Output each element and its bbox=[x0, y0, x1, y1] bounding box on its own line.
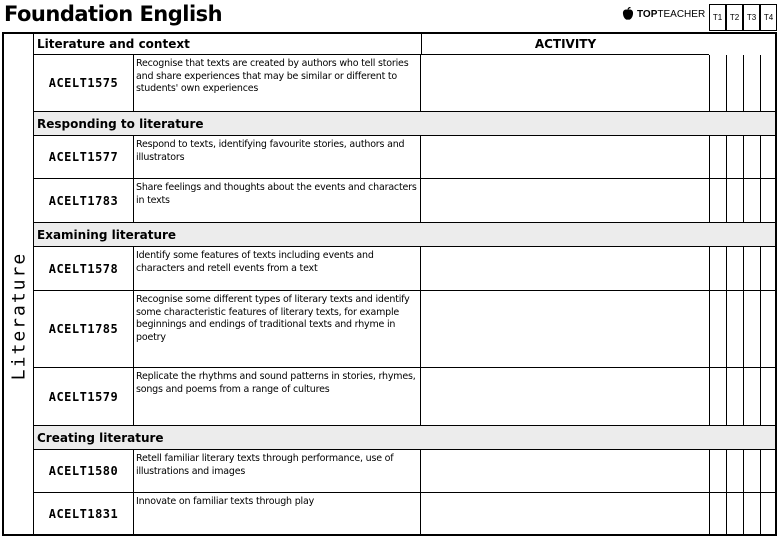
term-2-checkbox[interactable] bbox=[726, 291, 743, 367]
content-code: ACELT1580 bbox=[34, 450, 134, 492]
term-4-checkbox[interactable] bbox=[760, 136, 775, 178]
term-1-checkbox[interactable] bbox=[709, 247, 726, 290]
term-1-checkbox[interactable] bbox=[709, 493, 726, 534]
term-3-checkbox[interactable] bbox=[743, 55, 760, 111]
term-2-checkbox[interactable] bbox=[726, 368, 743, 425]
term-1-checkbox[interactable] bbox=[709, 291, 726, 367]
activity-cell[interactable] bbox=[421, 450, 709, 492]
activity-cell[interactable] bbox=[421, 368, 709, 425]
page-title: Foundation English bbox=[4, 2, 223, 26]
content-description: Recognise that texts are created by authors who tell stories and share experiences that may be similar or different to students' own experiences bbox=[134, 55, 421, 111]
term-4-checkbox[interactable] bbox=[760, 247, 775, 290]
term-4-checkbox[interactable] bbox=[760, 291, 775, 367]
table-row bbox=[34, 179, 775, 223]
strand-label: Literature bbox=[8, 251, 30, 381]
term-header-4: T4 bbox=[760, 4, 777, 31]
term-header-3: T3 bbox=[743, 4, 760, 31]
brand-top: TOP bbox=[637, 8, 658, 20]
term-2-checkbox[interactable] bbox=[726, 55, 743, 111]
strand-column bbox=[2, 32, 34, 536]
term-3-checkbox[interactable] bbox=[743, 291, 760, 367]
table-row bbox=[34, 291, 775, 368]
term-2-checkbox[interactable] bbox=[726, 247, 743, 290]
activity-cell[interactable] bbox=[421, 136, 709, 178]
term-4-checkbox[interactable] bbox=[760, 368, 775, 425]
content-code: ACELT1579 bbox=[34, 368, 134, 425]
term-4-checkbox[interactable] bbox=[760, 55, 775, 111]
section-creating-literature: Creating literature bbox=[34, 426, 775, 450]
term-4-checkbox[interactable] bbox=[760, 493, 775, 534]
term-header-2: T2 bbox=[726, 4, 743, 31]
content-description: Innovate on familiar texts through play bbox=[134, 493, 421, 534]
content-description: Recognise some different types of literary texts and identify some characteristic features of literary texts, for example beginnings and endings of traditional texts and rhyme in poetry bbox=[134, 291, 421, 367]
table-row bbox=[34, 136, 775, 179]
term-2-checkbox[interactable] bbox=[726, 179, 743, 222]
content-description: Identify some features of texts including events and characters and retell events from a text bbox=[134, 247, 421, 290]
activity-cell[interactable] bbox=[421, 493, 709, 534]
term-3-checkbox[interactable] bbox=[743, 136, 760, 178]
term-3-checkbox[interactable] bbox=[743, 493, 760, 534]
activity-cell[interactable] bbox=[421, 291, 709, 367]
term-3-checkbox[interactable] bbox=[743, 368, 760, 425]
content-code: ACELT1578 bbox=[34, 247, 134, 290]
term-1-checkbox[interactable] bbox=[709, 450, 726, 492]
table-row bbox=[34, 493, 775, 534]
content-code: ACELT1783 bbox=[34, 179, 134, 222]
term-2-checkbox[interactable] bbox=[726, 136, 743, 178]
content-description: Respond to texts, identifying favourite stories, authors and illustrators bbox=[134, 136, 421, 178]
brand-teacher: TEACHER bbox=[657, 8, 706, 20]
content-code: ACELT1577 bbox=[34, 136, 134, 178]
activity-cell[interactable] bbox=[421, 55, 709, 111]
term-4-checkbox[interactable] bbox=[760, 450, 775, 492]
content-code: ACELT1575 bbox=[34, 55, 134, 111]
content-code: ACELT1785 bbox=[34, 291, 134, 367]
activity-cell[interactable] bbox=[421, 179, 709, 222]
term-1-checkbox[interactable] bbox=[709, 55, 726, 111]
term-3-checkbox[interactable] bbox=[743, 450, 760, 492]
term-2-checkbox[interactable] bbox=[726, 450, 743, 492]
term-1-checkbox[interactable] bbox=[709, 136, 726, 178]
apple-icon bbox=[622, 7, 634, 21]
term-1-checkbox[interactable] bbox=[709, 368, 726, 425]
content-description: Share feelings and thoughts about the events and characters in texts bbox=[134, 179, 421, 222]
term-2-checkbox[interactable] bbox=[726, 493, 743, 534]
content-description: Retell familiar literary texts through performance, use of illustrations and images bbox=[134, 450, 421, 492]
table-row bbox=[34, 368, 775, 426]
term-1-checkbox[interactable] bbox=[709, 179, 726, 222]
table-row bbox=[34, 55, 775, 112]
term-header-1: T1 bbox=[709, 4, 726, 31]
table-row bbox=[34, 450, 775, 493]
activity-cell[interactable] bbox=[421, 247, 709, 290]
term-4-checkbox[interactable] bbox=[760, 179, 775, 222]
table-row bbox=[34, 247, 775, 291]
term-3-checkbox[interactable] bbox=[743, 179, 760, 222]
content-description: Replicate the rhythms and sound patterns in stories, rhymes, songs and poems from a range of cultures bbox=[134, 368, 421, 425]
activity-header: ACTIVITY bbox=[421, 33, 709, 55]
section-responding-to-literature: Responding to literature bbox=[34, 112, 775, 136]
section-literature-and-context: Literature and context bbox=[34, 33, 421, 55]
brand-logo bbox=[622, 7, 705, 21]
section-examining-literature: Examining literature bbox=[34, 223, 775, 247]
term-3-checkbox[interactable] bbox=[743, 247, 760, 290]
content-code: ACELT1831 bbox=[34, 493, 134, 534]
